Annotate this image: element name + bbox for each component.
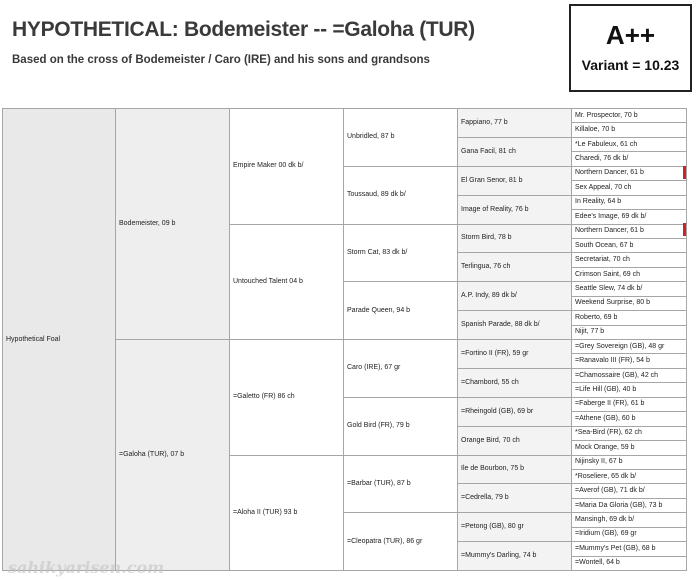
gen3-ancestor-cell: Unbridled, 87 b <box>344 109 458 167</box>
gen5-ancestor-cell: =Mummy's Pet (GB), 68 b <box>572 542 687 556</box>
gen5-ancestor-cell: *Roseliere, 65 dk b/ <box>572 469 687 483</box>
gen3-ancestor-cell: Gold Bird (FR), 79 b <box>344 397 458 455</box>
gen4-ancestor-cell: =Fortino II (FR), 59 gr <box>458 340 572 369</box>
gen4-ancestor-cell: Terlingua, 76 ch <box>458 253 572 282</box>
highlight-marker <box>683 223 686 236</box>
gen4-ancestor-cell: Gana Facil, 81 ch <box>458 137 572 166</box>
gen2-ancestor-cell: =Aloha II (TUR) 93 b <box>230 455 344 571</box>
gen4-ancestor-cell: Storm Bird, 78 b <box>458 224 572 253</box>
gen5-ancestor-cell: In Reality, 64 b <box>572 195 687 209</box>
highlight-marker <box>683 166 686 179</box>
gen3-ancestor-cell: =Barbar (TUR), 87 b <box>344 455 458 513</box>
gen2-ancestor-cell: Empire Maker 00 dk b/ <box>230 109 344 225</box>
gen5-ancestor-cell: =Iridium (GB), 69 gr <box>572 527 687 541</box>
gen4-ancestor-cell: El Gran Senor, 81 b <box>458 166 572 195</box>
gen5-ancestor-cell: Edee's Image, 69 dk b/ <box>572 210 687 224</box>
gen5-ancestor-cell: =Maria Da Gloria (GB), 73 b <box>572 498 687 512</box>
gen3-ancestor-cell: Storm Cat, 83 dk b/ <box>344 224 458 282</box>
gen1-ancestor-cell: Bodemeister, 09 b <box>116 109 230 340</box>
gen5-ancestor-cell: =Athene (GB), 60 b <box>572 412 687 426</box>
gen5-ancestor-cell: Crimson Saint, 69 ch <box>572 267 687 281</box>
gen4-ancestor-cell: =Petong (GB), 80 gr <box>458 513 572 542</box>
gen5-ancestor-cell: Roberto, 69 b <box>572 311 687 325</box>
gen4-ancestor-cell: Fappiano, 77 b <box>458 109 572 138</box>
gen5-ancestor-cell: =Faberge II (FR), 61 b <box>572 397 687 411</box>
gen5-ancestor-cell: Sex Appeal, 70 ch <box>572 181 687 195</box>
gen5-ancestor-cell: =Averof (GB), 71 dk b/ <box>572 484 687 498</box>
gen5-ancestor-cell: Charedi, 76 dk b/ <box>572 152 687 166</box>
gen3-ancestor-cell: Caro (IRE), 67 gr <box>344 340 458 398</box>
grade-label: A++ <box>605 20 656 50</box>
gen5-ancestor-cell: Seattle Slew, 74 dk b/ <box>572 282 687 296</box>
grade-box <box>569 4 692 92</box>
foal-cell: Hypothetical Foal <box>3 109 116 571</box>
gen3-ancestor-cell: Parade Queen, 94 b <box>344 282 458 340</box>
gen5-ancestor-cell: =Life Hill (GB), 40 b <box>572 383 687 397</box>
gen5-ancestor-cell: Mansingh, 69 dk b/ <box>572 513 687 527</box>
gen4-ancestor-cell: Ile de Bourbon, 75 b <box>458 455 572 484</box>
gen4-ancestor-cell: =Mummy's Darling, 74 b <box>458 542 572 571</box>
gen5-ancestor-cell: South Ocean, 67 b <box>572 238 687 252</box>
gen4-ancestor-cell: Orange Bird, 70 ch <box>458 426 572 455</box>
gen2-ancestor-cell: =Galetto (FR) 86 ch <box>230 340 344 456</box>
gen5-ancestor-cell: *Le Fabuleux, 61 ch <box>572 137 687 151</box>
gen5-ancestor-cell: Nijit, 77 b <box>572 325 687 339</box>
gen5-ancestor-cell: =Wontell, 64 b <box>572 556 687 570</box>
gen5-ancestor-cell: =Chamossaire (GB), 42 ch <box>572 368 687 382</box>
gen5-ancestor-cell: *Sea-Bird (FR), 62 ch <box>572 426 687 440</box>
gen4-ancestor-cell: A.P. Indy, 89 dk b/ <box>458 282 572 311</box>
pedigree-row <box>3 109 687 123</box>
gen5-ancestor-cell: Secretariat, 70 ch <box>572 253 687 267</box>
gen3-ancestor-cell: Toussaud, 89 dk b/ <box>344 166 458 224</box>
gen2-ancestor-cell: Untouched Talent 04 b <box>230 224 344 340</box>
gen5-ancestor-cell: Weekend Surprise, 80 b <box>572 296 687 310</box>
page-subtitle: Based on the cross of Bodemeister / Caro (IRE) and his sons and grandsons <box>12 54 430 66</box>
gen4-ancestor-cell: Spanish Parade, 88 dk b/ <box>458 311 572 340</box>
gen4-ancestor-cell: =Chambord, 55 ch <box>458 368 572 397</box>
gen5-ancestor-cell: Northern Dancer, 61 b <box>572 166 687 180</box>
pedigree-table <box>2 108 687 571</box>
gen4-ancestor-cell: =Rheingold (GB), 69 br <box>458 397 572 426</box>
gen1-ancestor-cell: =Galoha (TUR), 07 b <box>116 340 230 571</box>
gen5-ancestor-cell: Mr. Prospector, 70 b <box>572 109 687 123</box>
page-title: HYPOTHETICAL: Bodemeister -- =Galoha (TUR) <box>12 18 475 41</box>
variant-label: Variant = 10.23 <box>581 57 680 73</box>
watermark: sahikyarisen.com <box>8 558 165 577</box>
gen5-ancestor-cell: =Ranavalo III (FR), 54 b <box>572 354 687 368</box>
gen5-ancestor-cell: Nijinsky II, 67 b <box>572 455 687 469</box>
gen5-ancestor-cell: Killaloe, 70 b <box>572 123 687 137</box>
gen5-ancestor-cell: =Grey Sovereign (GB), 48 gr <box>572 340 687 354</box>
gen4-ancestor-cell: Image of Reality, 76 b <box>458 195 572 224</box>
gen4-ancestor-cell: =Cedrella, 79 b <box>458 484 572 513</box>
gen5-ancestor-cell: Mock Orange, 59 b <box>572 441 687 455</box>
gen5-ancestor-cell: Northern Dancer, 61 b <box>572 224 687 238</box>
gen3-ancestor-cell: =Cleopatra (TUR), 86 gr <box>344 513 458 571</box>
